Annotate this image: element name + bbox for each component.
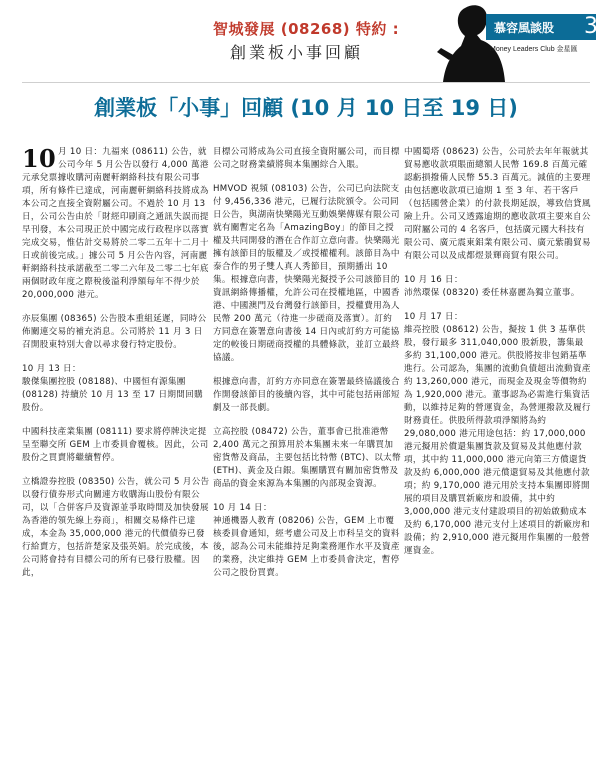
columnist-silhouette-icon xyxy=(435,0,505,82)
paragraph: 沛然環保 (08320) 委任林嘉麗為獨立董事。 xyxy=(404,288,580,298)
brand-name: 慕容風談股 xyxy=(494,20,555,35)
drop-cap: 10 xyxy=(22,146,56,173)
page-header xyxy=(0,0,612,82)
paragraph: 駿傑集團控股 (08188)、中國恒有源集團 (08128) 持續於 10 月 13 至 17 日期間回購股份。 xyxy=(22,377,203,413)
column-1 xyxy=(22,146,210,762)
date-heading: 10 月 17 日： xyxy=(404,312,463,322)
date-heading: 10 月 13 日： xyxy=(22,364,81,374)
brand-subtitle: Money Leaders Club 金星匯 xyxy=(490,46,578,53)
paragraph: 維亮控股 (08612) 公告，擬按 1 供 3 基準供股，發行最多 311,040,000 股新股，籌集最多約 31,100,000 港元。供股將按非包銷基準進行。公司認為，集團的流動負債超出流動資產約 13,260,000 港元，而現金及現金等價物約為 1,920,000 港元。董事認為必需進行集資活動，以維持足夠的營運資金，為營運撥款及履行財務責任。供股所得款項淨額將為約 29,080,000 港元用途包括：約 17,000,000 港元擬用於償還集團貨款及貿易及其他應付款項，其中約 11,000,000 港元向第三方償還貨款及約 6,000,000 港元償還貿易及其他應付款項；約 9,170,000 港元用於支持本集團即將開展的項目及購買新廠房和設備，其中約 3,000,000 港元支付建設項目的初始啟動成本及約 6,170,000 港元支付上述項目的新廠房和設備；約 2,910,000 港元擬用作集團的一般營運資金。 xyxy=(404,325,591,556)
paragraph: 立高控股 (08472) 公告，董事會已批准港幣 2,400 萬元之預算用於本集團未來一年購買加密貨幣及商品，主要包括比特幣 (BTC)、以太幣 (ETH)、黃金及白銀。集團購買有關加密貨幣及商品的資金來源為本集團的內部現金資源。 xyxy=(213,427,401,489)
column-subtitle: 創業板小事回顧 xyxy=(230,43,364,62)
sponsor-kicker: 智城發展 (08268) 特約 : xyxy=(213,20,400,38)
paragraph: HMVOD 視頻 (08103) 公告，公司已向法院支付 9,456,336 港元，已履行法院頒令。公司同日公告，與湖南快樂陽光互動娛樂傳媒有限公司就有關暫定名為「AmazingBoy」的節目之授權及共同開發的潛在合作訂立意向書。快樂陽光擁有該節目的版權及／或授權權利。該節目為中泰合作的男子雙人真人秀節目，預期播出 10 集。根據意向書，快樂陽光擬授予公司該節目的資訊網絡傳播權，允許公司在授權地區，中國香港、中國澳門及台灣發行該節目，授權費用為人民幣 200 萬元（待進一步磋商及落實）。訂約方同意在簽署意向書後 14 日內或訂約方可能協定的較後日期磋商授權的具體條款，並訂立最終協議。 xyxy=(213,184,400,363)
paragraph: 亦辰集團 (08365) 公告股本重組延遲，同時公佈關連交易的補充消息。公司將於 11 月 3 日召開股東特別大會以尋求發行特定股份。 xyxy=(22,314,207,350)
column-3 xyxy=(404,146,592,762)
paragraph xyxy=(22,146,210,302)
paragraph: 中國科技產業集團 (08111) 要求將停牌決定提呈至聯交所 GEM 上市委員會覆核。因此，公司股份之買賣將繼續暫停。 xyxy=(22,427,209,463)
header-divider xyxy=(22,82,590,83)
paragraph: 神通機器人教育 (08206) 公告，GEM 上市覆核委員會通知，經考慮公司及上市科呈交的資料後，認為公司未能維持足夠業務運作水平及資產的業務，決定維持 GEM 上市委員會決定，暫停公司之股份買賣。 xyxy=(213,516,400,578)
paragraph: 目標公司將成為公司直接全資附屬公司，而目標公司之財務業績將與本集團綜合入賬。 xyxy=(213,147,400,170)
brand-banner xyxy=(486,14,596,40)
article-body xyxy=(22,146,592,762)
date-heading: 10 月 16 日： xyxy=(404,275,463,285)
page-number: 3 xyxy=(584,14,598,39)
paragraph-text: 月 10 日：九福來 (08611) 公告，就公司今年 5 月公告以發行 4,000 萬港元承兌票據收購河南麗軒網絡科技有限公司事項，所有條件已達成，河南麗軒網絡科技將成為本公司之直接全資附屬公司。不過於 10 月 13 日，公司公告由於「財經印刷商之通訊失誤而提早刊發，本公司現正於中國完成行政程序以落實完成交易，惟估計交易將於二零二五年十二月十日或前後完成。」據公司 5 月公告內容，河南麗軒網絡科技承諾截至二零二六年及二零二七年底兩個財政年度之際稅後溢利淨額每年不得少於 20,000,000 港元。 xyxy=(22,147,209,300)
paragraph: 中國蜀塔 (08623) 公告，公司於去年年報就其貿易應收款項賬面總額人民幣 169.8 百萬元確認虧損撥備人民幣 55.3 百萬元。減值的主要理由包括應收款項已逾期 1 至 3 年、若干客戶（包括國營企業）的付款長期延誤，導致信貸風險上升。公司又透露逾期的應收款項主要來自公司附屬公司的 4 名客戶，包括廣元國大科技有限公司、廣元震東鋁業有限公司、廣元紫鵑貿易有限公司以及成都煜景輝商貿有限公司。 xyxy=(404,147,591,261)
paragraph: 立橋證券控股 (08350) 公告，就公司 5 月公告以發行債券形式向關連方收購海山股份有限公司，以「合併客戶及資源並爭取時間及加快發展為香港的領先線上券商」，相關交易條件已達成，本金為 35,000,000 港元的代價債券已發行給賣方，包括許楚家及張英娟。於完成後，本公司將會持有目標公司的所有已發行股權。因此， xyxy=(22,477,210,578)
article-title: 創業板「小事」回顧 (10 月 10 日至 19 日) xyxy=(94,96,518,120)
paragraph: 根據意向書，訂約方亦同意在簽署最終協議後合作開發該節目的後續內容，其中可能包括兩部短劇及一部長劇。 xyxy=(213,377,400,413)
date-heading: 10 月 14 日： xyxy=(213,503,272,513)
column-2 xyxy=(213,146,401,762)
